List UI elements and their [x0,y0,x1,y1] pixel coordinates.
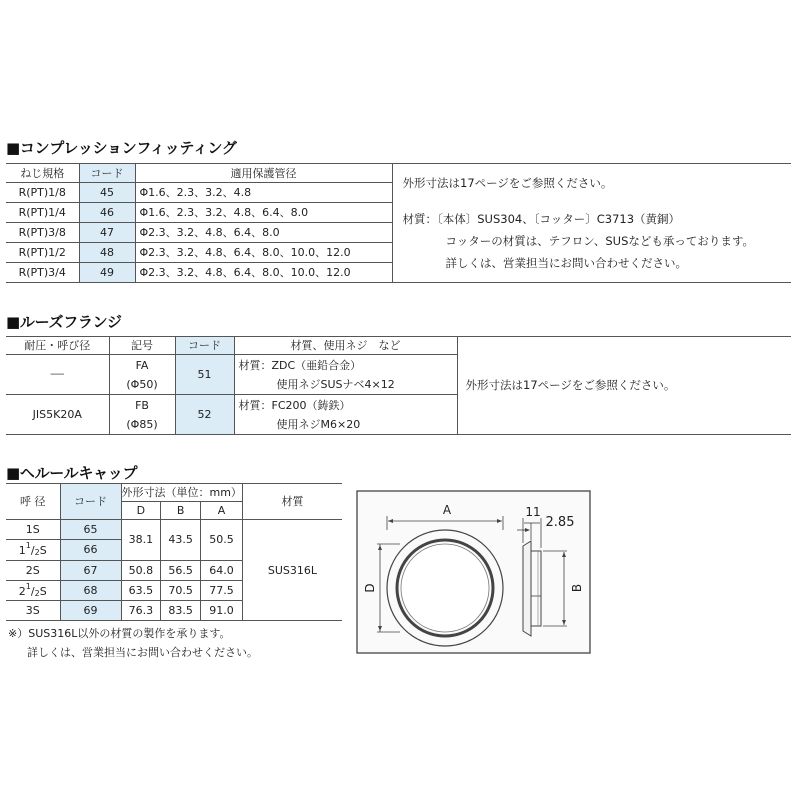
ferrule-note-2: 詳しくは、営業担当にお問い合わせください。 [27,646,258,659]
compression-note-material: 材質：〔本体〕SUS304、〔コッター〕C3713（黄銅） [402,212,681,226]
compression-table [6,163,791,283]
header-d: D [121,502,161,520]
header-a: A [200,502,242,520]
compression-note-cotter: コッターの材質は、テフロン、SUSなども承っております。 [445,234,754,248]
header-diameter: 適用保護管径 [135,164,392,183]
ferrule-section-title: ■ヘルールキャップ [6,464,138,482]
header-material: 材質、使用ネジ など [234,337,457,355]
flange-note-dims: 外形寸法は17ページをご参照ください。 [457,337,791,435]
table-row: $2^1/_2S$ 68 63.5 70.5 77.5 [6,580,342,600]
header-b: B [161,502,201,520]
flange-section-title: ■ルーズフランジ [6,313,122,331]
table-row: 3S 69 76.3 83.5 91.0 [6,600,342,620]
header-size: 呼 径 [6,484,60,520]
compression-note-dims: 外形寸法は17ページをご参照ください。 [402,176,613,190]
header-dims: 外形寸法（単位：mm） [121,484,242,502]
ferrule-cap-drawing [355,488,595,658]
dim-b-label: B [570,583,584,593]
table-row: 2S 67 50.8 56.5 64.0 [6,560,342,580]
flange-table [6,336,791,435]
table-row: R(PT)1/2 48 Φ2.3、3.2、4.8、6.4、8.0、10.0、12.0 [6,243,791,263]
profile-flange [523,541,531,636]
dim-11-label: 11 [525,505,541,519]
compression-note-contact: 詳しくは、営業担当にお問い合わせください。 [445,256,687,270]
header-thread: ねじ規格 [6,164,79,183]
table-row: JIS5K20A FB (Φ85) 52 材質：FC200（鋳鉄） 使用ネジM6×20 [6,395,791,435]
table-row: R(PT)3/4 49 Φ2.3、3.2、4.8、6.4、8.0、10.0、12.0 [6,263,791,283]
header-material: 材質 [242,484,342,520]
table-row: 1S 65 38.1 43.5 50.5 SUS316L [6,520,342,540]
compression-notes [392,164,791,283]
header-code: コード [175,337,234,355]
table-row: R(PT)3/8 47 Φ2.3、3.2、4.8、6.4、8.0 [6,223,791,243]
table-row: $1^1/_2S$ 66 [6,540,342,560]
header-code: コード [79,164,135,183]
inner-circle [401,544,489,632]
header-symbol: 記号 [109,337,175,355]
compression-section-title: ■コンプレッションフィッティング [6,139,237,157]
header-code: コード [60,484,121,520]
table-row: R(PT)1/4 46 Φ1.6、2.3、3.2、4.8、6.4、8.0 [6,203,791,223]
dim-d-label: D [363,583,377,593]
ferrule-note-1: ※）SUS316L以外の材質の製作を承ります。 [8,627,231,640]
dim-a-label: A [442,503,452,517]
table-row: ── FA (Φ50) 51 材質：ZDC（亜鉛合金） 使用ネジSUSナベ4×12 [6,355,791,395]
header-pressure: 耐圧・呼び径 [6,337,109,355]
dim-285-label: 2.85 [545,515,575,530]
ferrule-table [6,483,342,621]
material-value: SUS316L [242,520,342,621]
table-row: R(PT)1/8 45 Φ1.6、2.3、3.2、4.8 [6,183,791,203]
